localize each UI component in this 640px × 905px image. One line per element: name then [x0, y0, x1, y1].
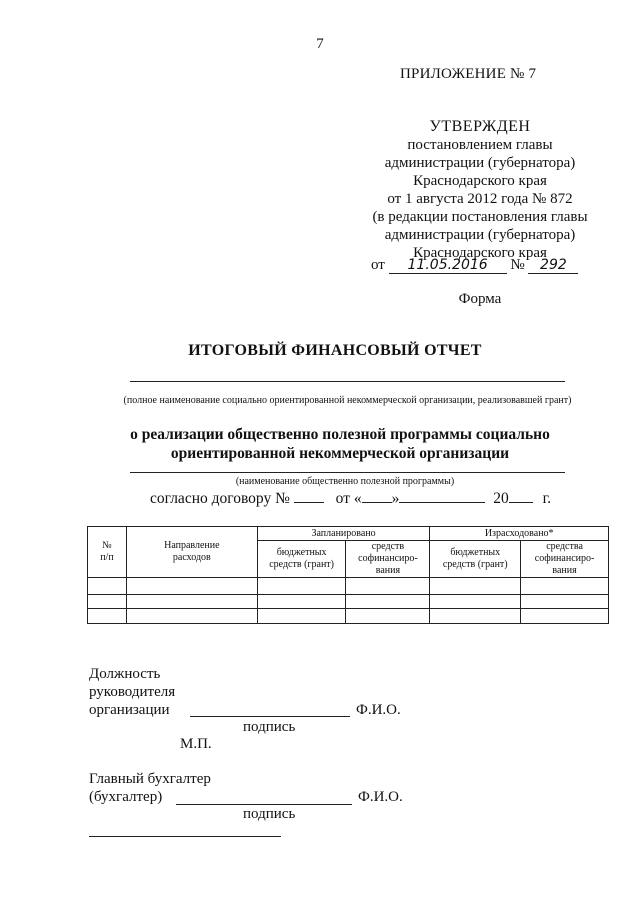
sub-cofin-spent-header: средства софинансиро-вания [521, 541, 609, 578]
accountant-label [89, 770, 211, 806]
approval-block [360, 118, 600, 262]
table-row [88, 578, 609, 595]
table-cell [126, 578, 257, 595]
table-cell [521, 578, 609, 595]
table-cell [88, 595, 127, 609]
table-cell [430, 609, 521, 624]
appendix-label: ПРИЛОЖЕНИЕ № 7 [400, 66, 537, 82]
table-cell [346, 609, 430, 624]
page-number: 7 [316, 36, 324, 52]
col-num-header: № п/п [88, 527, 127, 578]
approval-line: от 1 августа 2012 года № 872 [387, 191, 573, 207]
subtitle-line-1: о реализации общественно полезной программы социально [130, 426, 550, 443]
table-cell [430, 595, 521, 609]
accountant-signature-caption: подпись [243, 806, 296, 822]
accountant-line: Главный бухгалтер [89, 771, 211, 787]
approval-line: администрации (губернатора) [384, 227, 576, 243]
table-cell [521, 595, 609, 609]
contract-from: от « [335, 490, 362, 507]
finance-table [87, 526, 609, 624]
position-line: Должность [89, 666, 161, 682]
stamp-label: М.П. [180, 736, 212, 752]
approval-date: 11.05.2016 [389, 257, 507, 274]
head-position-label [89, 665, 175, 719]
position-line: руководителя [89, 684, 176, 700]
number-prefix: № [510, 257, 525, 273]
contract-month-blank [399, 502, 485, 503]
accountant-fio-label: Ф.И.О. [358, 789, 403, 805]
table-row [88, 609, 609, 624]
group-spent-header: Израсходовано* [430, 527, 609, 541]
approval-line: постановлением главы [407, 137, 553, 153]
form-label: Форма [458, 291, 502, 307]
contract-year-suffix: г. [542, 490, 552, 507]
approval-date-row [371, 257, 578, 274]
table-cell [88, 578, 127, 595]
footnote-separator [89, 836, 281, 837]
head-signature-line [190, 716, 350, 717]
approval-line: Краснодарского края [413, 173, 547, 189]
table-cell [430, 578, 521, 595]
contract-number-blank [294, 502, 324, 503]
table-cell [257, 578, 346, 595]
report-title: ИТОГОВЫЙ ФИНАНСОВЫЙ ОТЧЕТ [188, 342, 482, 359]
table-cell [346, 595, 430, 609]
contract-year-blank [509, 502, 533, 503]
table-row [88, 595, 609, 609]
contract-prefix: согласно договору № [150, 490, 290, 507]
table-cell [126, 595, 257, 609]
approval-number: 292 [528, 257, 578, 274]
head-signature-caption: подпись [243, 719, 296, 735]
approval-line: администрации (губернатора) [384, 155, 576, 171]
approval-line: Краснодарского края [413, 245, 547, 261]
program-caption: (наименование общественно полезной программы) [235, 476, 455, 487]
org-name-line [130, 381, 565, 382]
contract-close-quote: » [391, 490, 400, 507]
sub-cofin-planned-header: средств софинансиро-вания [346, 541, 430, 578]
table-cell [257, 595, 346, 609]
position-line: организации [89, 702, 170, 718]
table-cell [126, 609, 257, 624]
table-cell [346, 578, 430, 595]
accountant-signature-line [176, 804, 352, 805]
col-direction-header: Направление расходов [126, 527, 257, 578]
contract-year-prefix: 20 [493, 490, 509, 507]
contract-day-blank [362, 502, 392, 503]
contract-row [150, 490, 551, 508]
accountant-line: (бухгалтер) [89, 789, 163, 805]
report-subtitle [90, 425, 590, 463]
sub-budget-spent-header: бюджетных средств (грант) [430, 541, 521, 578]
sub-budget-planned-header: бюджетных средств (грант) [257, 541, 346, 578]
approval-title: УТВЕРЖДЕН [429, 118, 531, 135]
approval-line: (в редакции постановления главы [372, 209, 588, 225]
org-caption: (полное наименование социально ориентированной некоммерческой организации, реализовавшей грант) [123, 395, 572, 406]
program-name-line [130, 472, 565, 473]
table-cell [257, 609, 346, 624]
table-cell [521, 609, 609, 624]
date-prefix: от [371, 257, 385, 273]
group-planned-header: Запланировано [257, 527, 430, 541]
subtitle-line-2: ориентированной некоммерческой организации [170, 445, 510, 462]
table-cell [88, 609, 127, 624]
head-fio-label: Ф.И.О. [356, 702, 401, 718]
